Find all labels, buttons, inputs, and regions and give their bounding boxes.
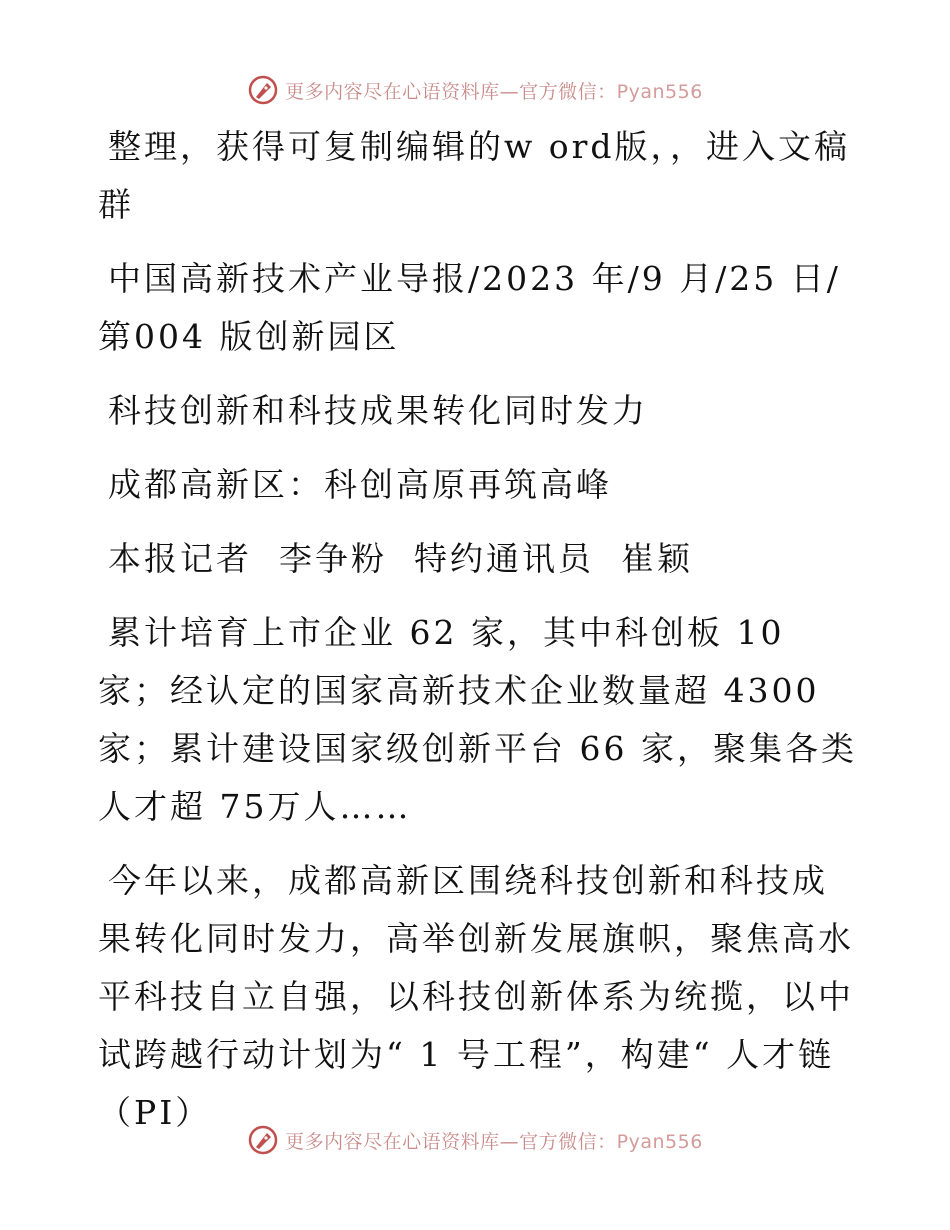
watermark-text: 更多内容尽在心语资料库—官方微信：Pyan556 bbox=[285, 1130, 703, 1153]
pen-nib-logo-icon bbox=[247, 1124, 279, 1156]
paragraph-byline: 本报记者 李争粉 特约通讯员 崔颖 bbox=[108, 539, 693, 578]
paragraph-intro: 整理，获得可复制编辑的w ord版，，进入文稿群 bbox=[98, 127, 851, 224]
header-watermark bbox=[0, 70, 950, 110]
paragraph-kicker: 科技创新和科技成果转化同时发力 bbox=[108, 391, 648, 430]
paragraph-source: 中国高新技术产业导报/2023 年/9 月/25 日/第004 版创新园区 bbox=[98, 259, 841, 356]
footer-watermark bbox=[0, 1120, 950, 1160]
paragraph-body: 今年以来，成都高新区围绕科技创新和科技成果转化同时发力，高举创新发展旗帜，聚焦高水平科技自立自强，以科技创新体系为统揽，以中试跨越行动计划为“ 1 号工程”，构建“ 人才链（PI） bbox=[98, 861, 854, 1132]
paragraph-summary: 累计培育上市企业 62 家，其中科创板 10 家；经认定的国家高新技术企业数量超 4300 家；累计建设国家级创新平台 66 家，聚集各类人才超 75万人…… bbox=[98, 613, 857, 826]
watermark-text: 更多内容尽在心语资料库—官方微信：Pyan556 bbox=[285, 80, 703, 103]
pen-nib-logo-icon bbox=[247, 74, 279, 106]
paragraph-headline: 成都高新区：科创高原再筑高峰 bbox=[108, 465, 612, 504]
document-body bbox=[98, 118, 858, 1158]
